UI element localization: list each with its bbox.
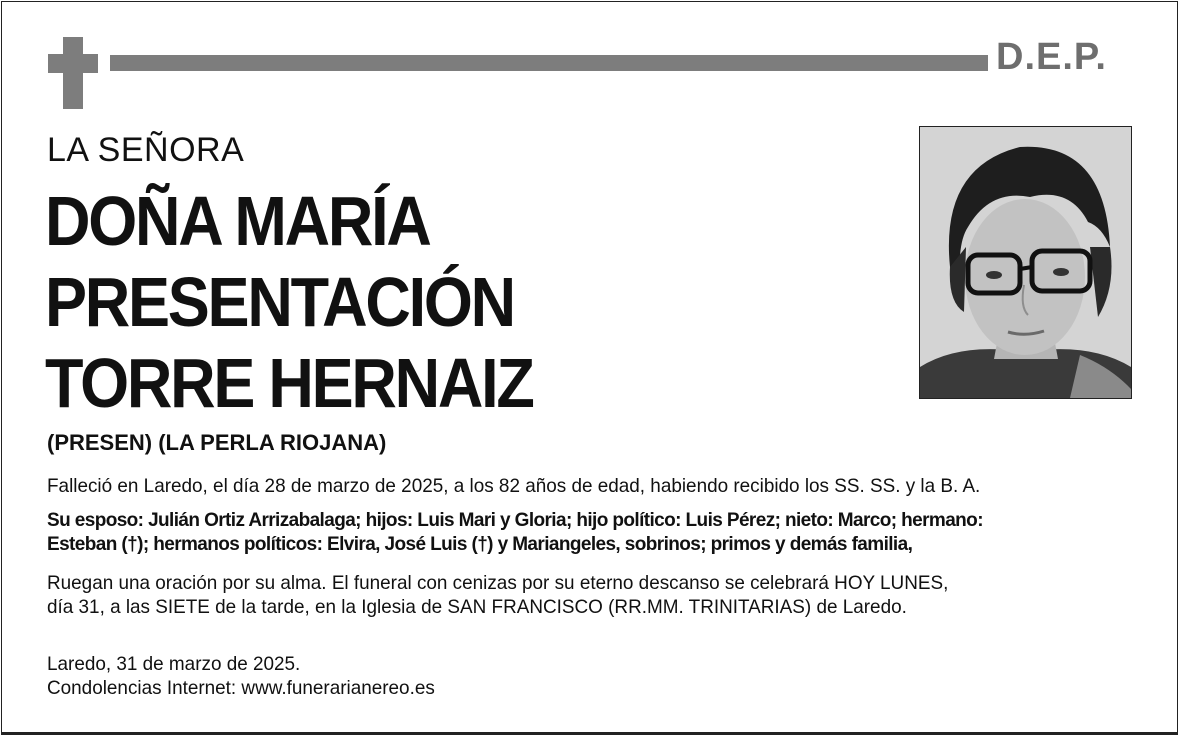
family-list	[47, 509, 983, 557]
portrait-image	[920, 127, 1131, 398]
funeral-line: Ruegan una oración por su alma. El funeral con cenizas por su eterno descanso se celebrará HOY LUNES,	[47, 572, 949, 594]
death-notice: Falleció en Laredo, el día 28 de marzo de 2025, a los 82 años de edad, habiendo recibido los SS. SS. y la B. A.	[47, 475, 981, 497]
place-date: Laredo, 31 de marzo de 2025.	[47, 653, 301, 675]
deceased-name-line-3: TORRE HERNAIZ	[45, 344, 533, 422]
cross-icon	[63, 37, 83, 109]
deceased-name-line-2: PRESENTACIÓN	[45, 263, 514, 341]
honorific: LA SEÑORA	[47, 131, 245, 169]
cross-icon-bar	[48, 54, 98, 73]
funeral-details	[47, 571, 948, 620]
condolences-link[interactable]: Condolencias Internet: www.funerarianereo.es	[47, 677, 435, 700]
deceased-name-line-1: DOÑA MARÍA	[45, 182, 430, 260]
header-rule	[110, 55, 988, 71]
nickname: (PRESEN) (LA PERLA RIOJANA)	[47, 430, 387, 455]
family-line: Esteban (†); hermanos políticos: Elvira, José Luis (†) y Mariangeles, sobrinos; primos y demás familia,	[47, 533, 913, 555]
family-line: Su esposo: Julián Ortiz Arrizabalaga; hijos: Luis Mari y Gloria; hijo político: Luis Pérez; nieto: Marco; hermano:	[47, 510, 983, 531]
funeral-line: día 31, a las SIETE de la tarde, en la Iglesia de SAN FRANCISCO (RR.MM. TRINITARIAS) de Laredo.	[47, 596, 907, 619]
portrait-photo	[919, 126, 1132, 399]
footer	[47, 652, 435, 701]
dep-label: D.E.P.	[996, 36, 1107, 78]
